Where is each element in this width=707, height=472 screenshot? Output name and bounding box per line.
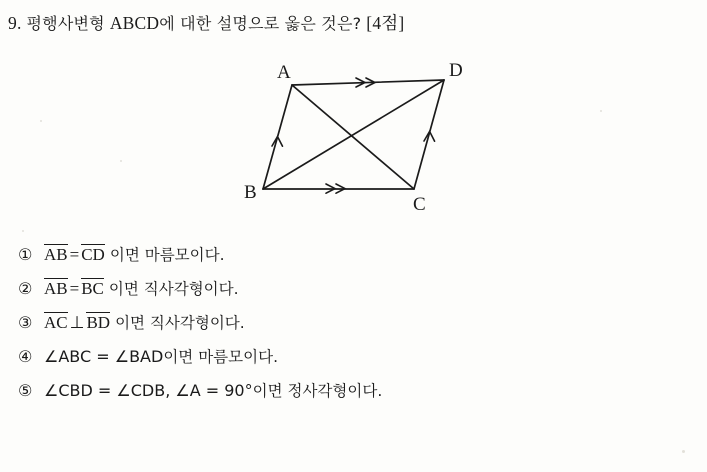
choice-text: 이면 직사각형이다. [115, 314, 245, 332]
choice-3[interactable] [18, 311, 678, 345]
scan-speck [682, 450, 685, 453]
choice-marker: ① [18, 245, 33, 264]
vertex-label-A: A [277, 62, 291, 83]
scan-speck [22, 230, 24, 232]
choice-list [18, 243, 678, 413]
vertex-label-B: B [244, 182, 257, 203]
scan-speck [40, 120, 42, 122]
choice-relation: = [69, 279, 80, 298]
choice-text: 이면 마름모이다. [163, 348, 278, 366]
diagonal-BD [263, 80, 444, 189]
choice-text: 이면 마름모이다. [109, 246, 225, 264]
choice-5[interactable] [18, 379, 678, 413]
choice-4[interactable] [18, 345, 678, 379]
choice-1[interactable] [18, 243, 678, 277]
question-korean-part1: 평행사변형 [26, 14, 105, 33]
choice-marker: ③ [18, 313, 33, 332]
parallelogram-svg [230, 58, 510, 218]
question-stem [8, 10, 404, 35]
choice-text: 이면 직사각형이다. [108, 280, 239, 298]
choice-segment-1: AB [44, 279, 68, 298]
choice-segment-2: BC [81, 279, 104, 298]
side-AD [292, 80, 444, 85]
question-figure-name: ABCD [109, 13, 160, 33]
vertex-label-D: D [449, 60, 463, 81]
choice-marker: ② [18, 279, 33, 298]
vertex-label-C: C [413, 194, 426, 215]
question-number: 9. [8, 13, 22, 33]
choice-segment-2: CD [81, 245, 105, 264]
scan-speck [120, 160, 122, 162]
choice-2[interactable] [18, 277, 678, 311]
choice-marker: ④ [18, 347, 33, 366]
choice-marker: ⑤ [18, 381, 33, 400]
choice-expression: ∠ABC = ∠BAD [44, 347, 164, 366]
question-korean-part2: 에 대한 설명으로 옳은 것은? [159, 14, 362, 33]
choice-segment-2: BD [86, 313, 111, 332]
choice-relation: = [69, 245, 80, 264]
side-DC [414, 80, 444, 189]
scan-speck [600, 110, 602, 112]
choice-relation: ⊥ [69, 313, 85, 332]
choice-segment-1: AC [44, 313, 68, 332]
tick-AB [272, 137, 283, 147]
question-points: [4점] [366, 13, 405, 33]
diagonal-AC [292, 85, 414, 189]
parallelogram-figure [230, 58, 510, 218]
choice-expression: ∠CBD = ∠CDB, ∠A = 90° [44, 381, 253, 400]
choice-text: 이면 정사각형이다. [252, 382, 383, 400]
choice-segment-1: AB [44, 245, 68, 264]
